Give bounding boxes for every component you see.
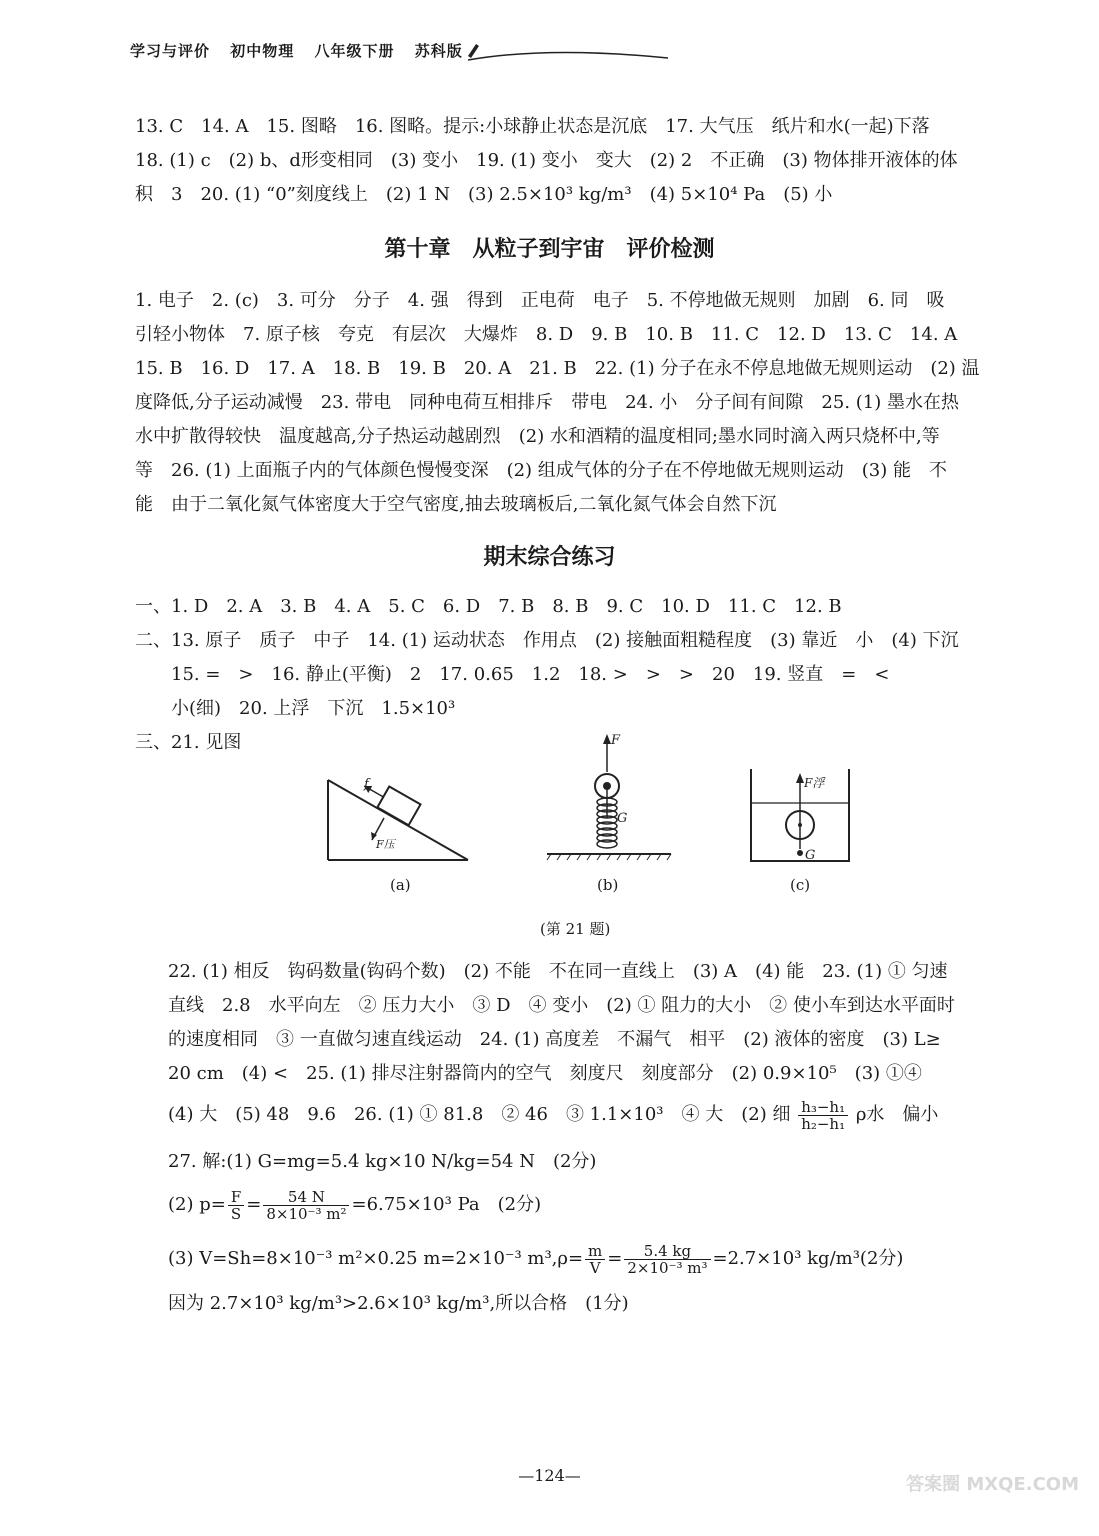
watermark-logo: 答案圈 MXQE.COM [906,1474,1079,1495]
later-answers [168,955,1038,1091]
fraction-numerator: h₃−h₁ [798,1099,848,1116]
figure-c [745,765,855,865]
q27-line3-pre: (3) V=Sh=8×10⁻³ m²×0.25 m=2×10⁻³ m³,ρ= [168,1248,584,1269]
force-G-label: G [805,848,816,863]
fraction-denominator: S [230,1204,242,1223]
answer-line: 引轻小物体 7. 原子核 夸克 有层次 大爆炸 8. D 9. B 10. B 11. C 12. D 13. C 14. A [135,324,958,345]
answer-26-text: (4) 大 (5) 48 9.6 26. (1) ① 81.8 ② 46 ③ 1.1×10³ ④ 大 (2) 细 [168,1104,791,1125]
header-swoosh [118,38,718,78]
answer-line: 22. (1) 相反 钩码数量(钩码个数) (2) 不能 不在同一直线上 (3) A (4) 能 23. (1) ① 匀速 [168,961,948,982]
force-buoy-label: F浮 [804,776,825,790]
chapter10-title: 第十章 从粒子到宇宙 评价检测 [384,237,715,262]
fraction-numerator: 5.4 kg [624,1243,710,1260]
answer-line: 20 cm (4) < 25. (1) 排尽注射器筒内的空气 刻度尺 刻度部分 (2) 0.9×10⁵ (3) ①④ [168,1063,922,1084]
answer-line: 积 3 20. (1) “0”刻度线上 (2) 1 N (3) 2.5×10³ kg/m³ (4) 5×10⁴ Pa (5) 小 [135,184,833,205]
force-G-label: G [617,811,628,826]
answer-line: 二、13. 原子 质子 中子 14. (1) 运动状态 作用点 (2) 接触面粗糙程度 (3) 靠近 小 (4) 下沉 [135,630,959,651]
answer-line: 水中扩散得较快 温度越高,分子热运动越剧烈 (2) 水和酒精的温度相同;墨水同时滴入两只烧杯中,等 [135,426,940,447]
grade: 八年级下册 [314,42,395,60]
fraction [585,1243,605,1276]
answer-26-tail: ρ水 偏小 [855,1104,939,1125]
fraction [263,1189,349,1222]
fraction-denominator: 8×10⁻³ m² [266,1204,347,1223]
figure-caption: (第 21 题) [540,920,611,938]
q27-line1: 27. 解:(1) G=mg=5.4 kg×10 N/kg=54 N (2分) [168,1151,597,1172]
fraction-denominator: V [589,1258,601,1277]
fraction [798,1099,848,1132]
answer-line: 13. C 14. A 15. 图略 16. 图略。提示:小球静止状态是沉底 17. 大气压 纸片和水(一起)下落 [135,116,930,137]
answer-line: 15. = > 16. 静止(平衡) 2 17. 0.65 1.2 18. > > > 20 19. 竖直 = < [135,664,890,685]
force-press-label: F压 [376,838,395,851]
answer-27 [168,1145,1038,1321]
edition: 苏科版 [414,42,463,60]
fraction-denominator: 2×10⁻³ m³ [627,1258,708,1277]
answer-26 [168,1098,1038,1138]
fraction-numerator: m [585,1243,605,1260]
force-f-label: f [364,777,369,792]
previous-answers [135,110,1035,212]
q27-line3-post: =2.7×10³ kg/m³(2分) [712,1248,904,1269]
answer-line: 18. (1) c (2) b、d形变相同 (3) 变小 19. (1) 变小 变大 (2) 2 不正确 (3) 物体排开液体的体 [135,150,958,171]
final-title: 期末综合练习 [483,545,616,570]
force-F-label: F [611,733,621,748]
q27-line4: 因为 2.7×10³ kg/m³>2.6×10³ kg/m³,所以合格 (1分) [168,1293,629,1314]
page-number: —124— [518,1466,581,1485]
answer-line: 1. 电子 2. (c) 3. 可分 分子 4. 强 得到 正电荷 电子 5. 不停地做无规则 加剧 6. 同 吸 [135,290,945,311]
fraction-denominator: h₂−h₁ [801,1114,846,1133]
answer-line: 等 26. (1) 上面瓶子内的气体颜色慢慢变深 (2) 组成气体的分子在不停地做无规则运动 (3) 能 不 [135,460,947,481]
answer-line: 一、1. D 2. A 3. B 4. A 5. C 6. D 7. B 8. B 9. C 10. D 11. C 12. B [135,596,842,617]
answer-line: 三、21. 见图 [135,732,242,753]
figure-a-label: (a) [390,876,411,894]
answer-line: 15. B 16. D 17. A 18. B 19. B 20. A 21. B 22. (1) 分子在永不停息地做无规则运动 (2) 温 [135,358,980,379]
figure-a [320,760,480,870]
answer-line: 小(细) 20. 上浮 下沉 1.5×10³ [135,698,456,719]
figure-c-label: (c) [790,876,811,894]
answer-line: 的速度相同 ③ 一直做匀速直线运动 24. (1) 高度差 不漏气 相平 (2) 液体的密度 (3) L≥ [168,1029,941,1050]
answer-line: 直线 2.8 水平向左 ② 压力大小 ③ D ④ 变小 (2) ① 阻力的大小 ② 使小车到达水平面时 [168,995,955,1016]
fraction [624,1243,710,1276]
fraction-numerator: F [228,1189,244,1206]
fraction [228,1189,244,1222]
subject: 初中物理 [230,42,295,60]
figure-b [545,730,675,865]
figure-b-label: (b) [597,876,619,894]
book-title: 学习与评价 [130,42,211,60]
fraction-numerator: 54 N [263,1189,349,1206]
answer-line: 能 由于二氧化氮气体密度大于空气密度,抽去玻璃板后,二氧化氮气体会自然下沉 [135,494,777,515]
q27-line2-pre: (2) p= [168,1194,226,1215]
q27-line3: (3) V=Sh=8×10⁻³ m²×0.25 m=2×10⁻³ m³,ρ= $\frac{m}{V}$ = $\frac{5.4 kg}{\text{2×10⁻³ m³}}$ =2.7×10³ kg/m³(2分) [168,1241,904,1277]
q27-line2-post: =6.75×10³ Pa (2分) [351,1194,542,1215]
q27-line2: (2) p= $\frac{F}{S}$ = $\frac{54 N}{\text{8×10⁻³ m²}}$ =6.75×10³ Pa (2分) [168,1187,542,1223]
answer-line: 度降低,分子运动减慢 23. 带电 同种电荷互相排斥 带电 24. 小 分子间有间隙 25. (1) 墨水在热 [135,392,959,413]
chapter10-answers [135,284,1035,522]
